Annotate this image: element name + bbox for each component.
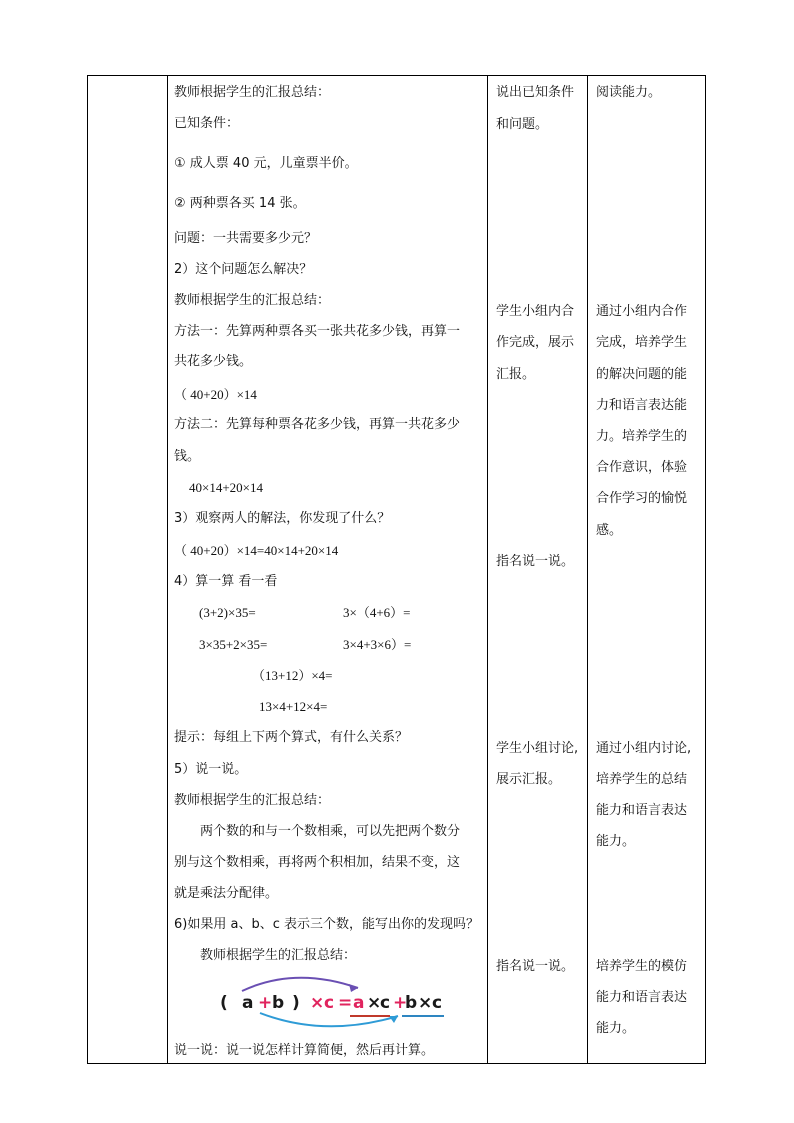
student-line: 展示汇报。	[496, 772, 562, 787]
student-line: 学生小组内合	[496, 304, 575, 319]
intent-line: 力和语言表达能	[596, 398, 688, 413]
student-line: 学生小组讨论,	[496, 741, 579, 756]
column-divider-1	[167, 76, 168, 1063]
formula-token: c	[432, 993, 443, 1013]
content-line: （13+12）×4=	[252, 668, 333, 683]
content-line: 4）算一算 看一看	[174, 574, 278, 589]
intent-line: 的解决问题的能	[596, 367, 688, 382]
table-border-right	[705, 76, 706, 1063]
student-line: 汇报。	[496, 367, 536, 382]
distributive-law-diagram	[210, 966, 450, 1036]
content-line: 已知条件：	[174, 116, 240, 131]
content-line: 13×4+12×4=	[259, 699, 328, 714]
student-line: 指名说一说。	[496, 554, 575, 569]
content-line: 3×4+3×6）=	[343, 637, 412, 652]
content-line: 2）这个问题怎么解决？	[174, 262, 313, 277]
content-line: 钱。	[174, 449, 201, 464]
content-line: 问题：一共需要多少元？	[174, 231, 318, 246]
formula-token: ×	[310, 993, 325, 1013]
student-line: 说出已知条件	[496, 85, 575, 100]
intent-line: 通过小组内讨论,	[596, 741, 692, 756]
formula-token: +	[393, 993, 408, 1013]
column-divider-2	[487, 76, 488, 1063]
formula-token: ×	[367, 993, 382, 1013]
intent-line: 合作意识，体验	[596, 460, 688, 475]
intent-line: 能力和语言表达	[596, 803, 688, 818]
content-line: 说一说：说一说怎样计算简便，然后再计算。	[174, 1043, 435, 1058]
student-line: 作完成，展示	[496, 335, 575, 350]
formula-token: b	[272, 993, 285, 1013]
content-line: 两个数的和与一个数相乘，可以先把两个数分	[200, 824, 461, 839]
content-line: 3×（4+6）=	[343, 605, 411, 620]
content-line: 方法二：先算每种票各花多少钱，再算一共花多少	[174, 417, 461, 432]
content-line: ② 两种票各买 14 张。	[174, 196, 306, 211]
content-line: （ 40+20）×14=40×14+20×14	[174, 543, 339, 558]
content-line: 就是乘法分配律。	[174, 886, 279, 901]
content-line: 别与这个数相乘，再将两个积相加，结果不变，这	[174, 855, 461, 870]
table-border-left	[87, 76, 88, 1063]
content-line: 3×35+2×35=	[199, 637, 268, 652]
formula-token: c	[324, 993, 335, 1013]
intent-line: 通过小组内合作	[596, 304, 688, 319]
content-line: 共花多少钱。	[174, 354, 253, 369]
content-line: 3）观察两人的解法，你发现了什么？	[174, 511, 391, 526]
content-line: （ 40+20）×14	[174, 387, 257, 402]
student-line: 指名说一说。	[496, 959, 575, 974]
content-line: 提示：每组上下两个算式，有什么关系？	[174, 730, 409, 745]
intent-line: 培养学生的模仿	[596, 959, 688, 974]
intent-line: 能力。	[596, 1021, 636, 1036]
column-divider-3	[587, 76, 588, 1063]
intent-line: 合作学习的愉悦	[596, 491, 688, 506]
intent-line: 能力和语言表达	[596, 990, 688, 1005]
content-line: 教师根据学生的汇报总结：	[174, 85, 331, 100]
content-line: (3+2)×35=	[199, 605, 256, 620]
content-line: 教师根据学生的汇报总结：	[200, 948, 357, 963]
formula-token: )	[292, 993, 300, 1013]
content-line: ① 成人票 40 元，儿童票半价。	[174, 156, 358, 171]
content-line: 教师根据学生的汇报总结：	[174, 793, 331, 808]
formula-token: +	[258, 993, 273, 1013]
intent-line: 完成，培养学生	[596, 335, 688, 350]
content-line: 6)如果用 a、b、c 表示三个数，能写出你的发现吗？	[174, 917, 479, 932]
intent-line: 阅读能力。	[596, 85, 662, 100]
underline-red	[350, 1015, 390, 1017]
formula-token: (	[220, 993, 228, 1013]
content-line: 方法一：先算两种票各买一张共花多少钱，再算一	[174, 324, 461, 339]
formula-token: b	[405, 993, 418, 1013]
underline-blue	[402, 1015, 444, 1017]
intent-line: 感。	[596, 523, 623, 538]
formula-token: =	[338, 993, 353, 1013]
formula-token: ×	[418, 993, 433, 1013]
content-line: 教师根据学生的汇报总结：	[174, 293, 331, 308]
intent-line: 力。培养学生的	[596, 429, 688, 444]
formula-token: c	[380, 993, 391, 1013]
top-arc-arrowhead	[349, 984, 358, 992]
student-line: 和问题。	[496, 117, 549, 132]
content-line: 40×14+20×14	[189, 480, 263, 495]
intent-line: 能力。	[596, 834, 636, 849]
formula-token: a	[353, 993, 365, 1013]
formula-token: a	[242, 993, 254, 1013]
intent-line: 培养学生的总结	[596, 772, 688, 787]
bottom-arc-arrowhead	[389, 1016, 398, 1023]
content-line: 5）说一说。	[174, 762, 248, 777]
top-arc	[242, 978, 358, 991]
